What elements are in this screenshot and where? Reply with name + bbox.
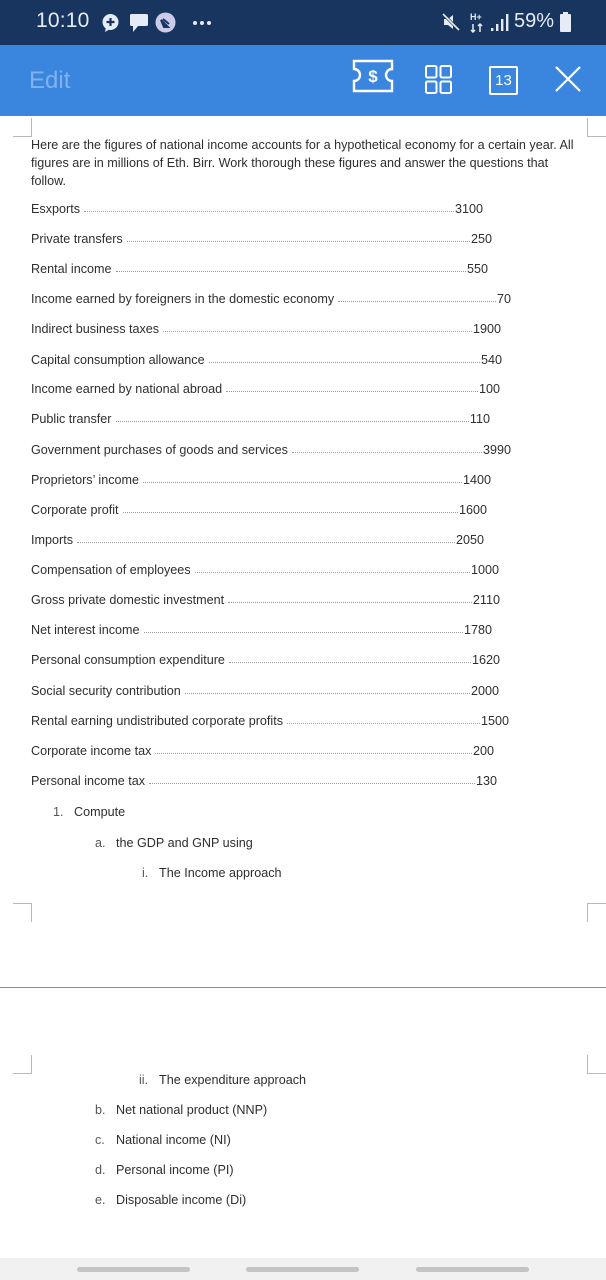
mute-icon <box>441 12 461 32</box>
figure-row-consumption-expenditure <box>31 653 500 671</box>
figure-value: 550 <box>466 262 488 276</box>
grid-icon <box>425 65 452 94</box>
more-dots-icon <box>192 20 212 26</box>
dot-leader <box>123 508 458 513</box>
scroll-handle[interactable] <box>416 1267 529 1272</box>
figure-value: 130 <box>475 774 497 788</box>
dot-leader <box>116 417 469 422</box>
figure-row-indirect-business-taxes <box>31 322 501 340</box>
figure-row-foreigners-income <box>31 292 511 310</box>
hplus-data-icon <box>470 11 484 33</box>
figure-row-social-security <box>31 684 499 702</box>
figure-row-exports <box>31 202 483 220</box>
figure-label: Proprietors’ income <box>31 473 140 487</box>
figure-label: Esxports <box>31 202 80 216</box>
satellite-icon <box>155 12 176 33</box>
question-text: Compute <box>74 805 126 819</box>
question-text: Personal income (PI) <box>116 1163 234 1177</box>
list-marker: a. <box>95 836 106 850</box>
question-1a-ii <box>139 1073 306 1087</box>
figure-value: 1400 <box>462 473 491 487</box>
figure-row-income-abroad <box>31 382 500 400</box>
messenger-icon <box>101 13 120 33</box>
figure-label: Public transfer <box>31 412 112 426</box>
scroll-handle[interactable] <box>77 1267 190 1272</box>
battery-icon <box>560 12 571 32</box>
dot-leader <box>287 719 480 724</box>
question-1d <box>95 1163 234 1177</box>
figure-value: 1620 <box>471 653 500 667</box>
dot-leader <box>185 689 470 694</box>
list-marker: i. <box>142 866 149 880</box>
svg-text:$: $ <box>368 67 378 86</box>
figure-label: Income earned by foreigners in the domestic economy <box>31 292 335 306</box>
dot-leader <box>77 538 455 543</box>
dot-leader <box>116 267 466 272</box>
figure-label: Private transfers <box>31 232 123 246</box>
figure-label: Rental earning undistributed corporate profits <box>31 714 284 728</box>
figure-label: Compensation of employees <box>31 563 191 577</box>
dot-leader <box>127 237 470 242</box>
dot-leader <box>144 628 463 633</box>
figure-row-private-transfers <box>31 232 492 250</box>
dot-leader <box>163 327 472 332</box>
figure-value: 250 <box>470 232 492 246</box>
figure-label: Income earned by national abroad <box>31 382 223 396</box>
bottom-scroll-bar <box>0 1258 606 1280</box>
figure-row-public-transfer <box>31 412 490 430</box>
figure-row-capital-consumption <box>31 353 502 371</box>
figure-label: Net interest income <box>31 623 140 637</box>
question-text: the GDP and GNP using <box>116 836 253 850</box>
figure-value: 70 <box>496 292 511 306</box>
question-1e <box>95 1193 246 1207</box>
figure-value: 110 <box>469 412 490 426</box>
page-corner-mark <box>587 903 606 922</box>
figure-row-corporate-income-tax <box>31 744 494 762</box>
figure-row-undistributed-profits <box>31 714 509 732</box>
list-marker: e. <box>95 1193 106 1207</box>
figure-label: Rental income <box>31 262 112 276</box>
question-text: Net national product (NNP) <box>116 1103 268 1117</box>
figure-label: Corporate income tax <box>31 744 152 758</box>
ticket-dollar-icon <box>352 59 394 93</box>
figure-label: Imports <box>31 533 73 547</box>
figure-row-proprietors-income <box>31 473 491 491</box>
figure-row-gross-investment <box>31 593 500 611</box>
figure-label: Corporate profit <box>31 503 119 517</box>
figure-value: 200 <box>472 744 494 758</box>
chat-bubble-icon <box>129 13 149 33</box>
figure-label: Gross private domestic investment <box>31 593 225 607</box>
page-corner-mark <box>13 118 32 137</box>
question-1 <box>53 805 125 819</box>
figure-label: Social security contribution <box>31 684 181 698</box>
page-corner-mark <box>587 1055 606 1074</box>
figure-label: Capital consumption allowance <box>31 353 205 367</box>
list-marker: ii. <box>139 1073 149 1087</box>
question-text: The expenditure approach <box>159 1073 307 1087</box>
dot-leader <box>228 598 472 603</box>
figure-label: Personal income tax <box>31 774 146 788</box>
dot-leader <box>84 207 454 212</box>
figure-row-personal-income-tax <box>31 774 497 792</box>
battery-percent: 59% <box>514 10 555 32</box>
page-count: 13 <box>495 72 512 89</box>
dot-leader <box>143 478 462 483</box>
scroll-handle[interactable] <box>246 1267 359 1272</box>
dot-leader <box>226 387 478 392</box>
figure-value: 1000 <box>470 563 499 577</box>
figure-value: 2110 <box>472 593 500 607</box>
dot-leader <box>155 749 472 754</box>
figure-value: 1500 <box>480 714 509 728</box>
figure-row-compensation <box>31 563 499 581</box>
list-marker: b. <box>95 1103 106 1117</box>
figure-value: 2050 <box>455 533 484 547</box>
figure-label: Personal consumption expenditure <box>31 653 225 667</box>
question-1c <box>95 1133 231 1147</box>
intro-paragraph: Here are the figures of national income accounts for a hypothetical economy for a certain year. All figures are in millions of Eth. Birr. Work thorough these figures and answer the questions that follow. <box>31 138 574 188</box>
figure-value: 1600 <box>458 503 487 517</box>
figure-value: 2000 <box>470 684 499 698</box>
figure-value: 1780 <box>463 623 492 637</box>
edit-button[interactable]: Edit <box>29 67 71 94</box>
dot-leader <box>292 448 482 453</box>
figure-label: Government purchases of goods and services <box>31 443 288 457</box>
figure-row-corporate-profit <box>31 503 487 521</box>
question-text: National income (NI) <box>116 1133 231 1147</box>
question-text: Disposable income (Di) <box>116 1193 247 1207</box>
page-corner-mark <box>587 118 606 137</box>
dot-leader <box>149 779 475 784</box>
figure-value: 540 <box>480 353 502 367</box>
page-count-button[interactable] <box>489 66 518 95</box>
grid-view-button[interactable] <box>425 65 452 94</box>
figure-label: Indirect business taxes <box>31 322 160 336</box>
figure-row-net-interest <box>31 623 492 641</box>
dot-leader <box>229 658 471 663</box>
dot-leader <box>338 297 496 302</box>
app-toolbar <box>0 45 606 116</box>
figure-row-imports <box>31 533 484 551</box>
figure-row-rental-income <box>31 262 488 280</box>
question-1b <box>95 1103 267 1117</box>
figure-value: 3100 <box>454 202 483 216</box>
figure-value: 100 <box>478 382 500 396</box>
page-corner-mark <box>13 1055 32 1074</box>
ticket-dollar-button[interactable] <box>352 59 394 93</box>
svg-text:H+: H+ <box>470 12 482 22</box>
question-text: The Income approach <box>159 866 282 880</box>
close-button[interactable] <box>554 65 582 93</box>
figure-value: 1900 <box>472 322 501 336</box>
page-divider <box>0 987 606 988</box>
question-1a-i <box>142 866 282 880</box>
close-icon <box>554 65 582 93</box>
list-marker: c. <box>95 1133 105 1147</box>
figure-row-government-purchases <box>31 443 511 461</box>
dot-leader <box>209 358 480 363</box>
question-1a <box>95 836 253 850</box>
status-bar <box>0 0 606 45</box>
dot-leader <box>195 568 470 573</box>
status-time: 10:10 <box>36 9 90 32</box>
list-marker: d. <box>95 1163 106 1177</box>
figure-value: 3990 <box>482 443 511 457</box>
signal-icon <box>490 13 510 32</box>
list-marker: 1. <box>53 805 64 819</box>
page-corner-mark <box>13 903 32 922</box>
